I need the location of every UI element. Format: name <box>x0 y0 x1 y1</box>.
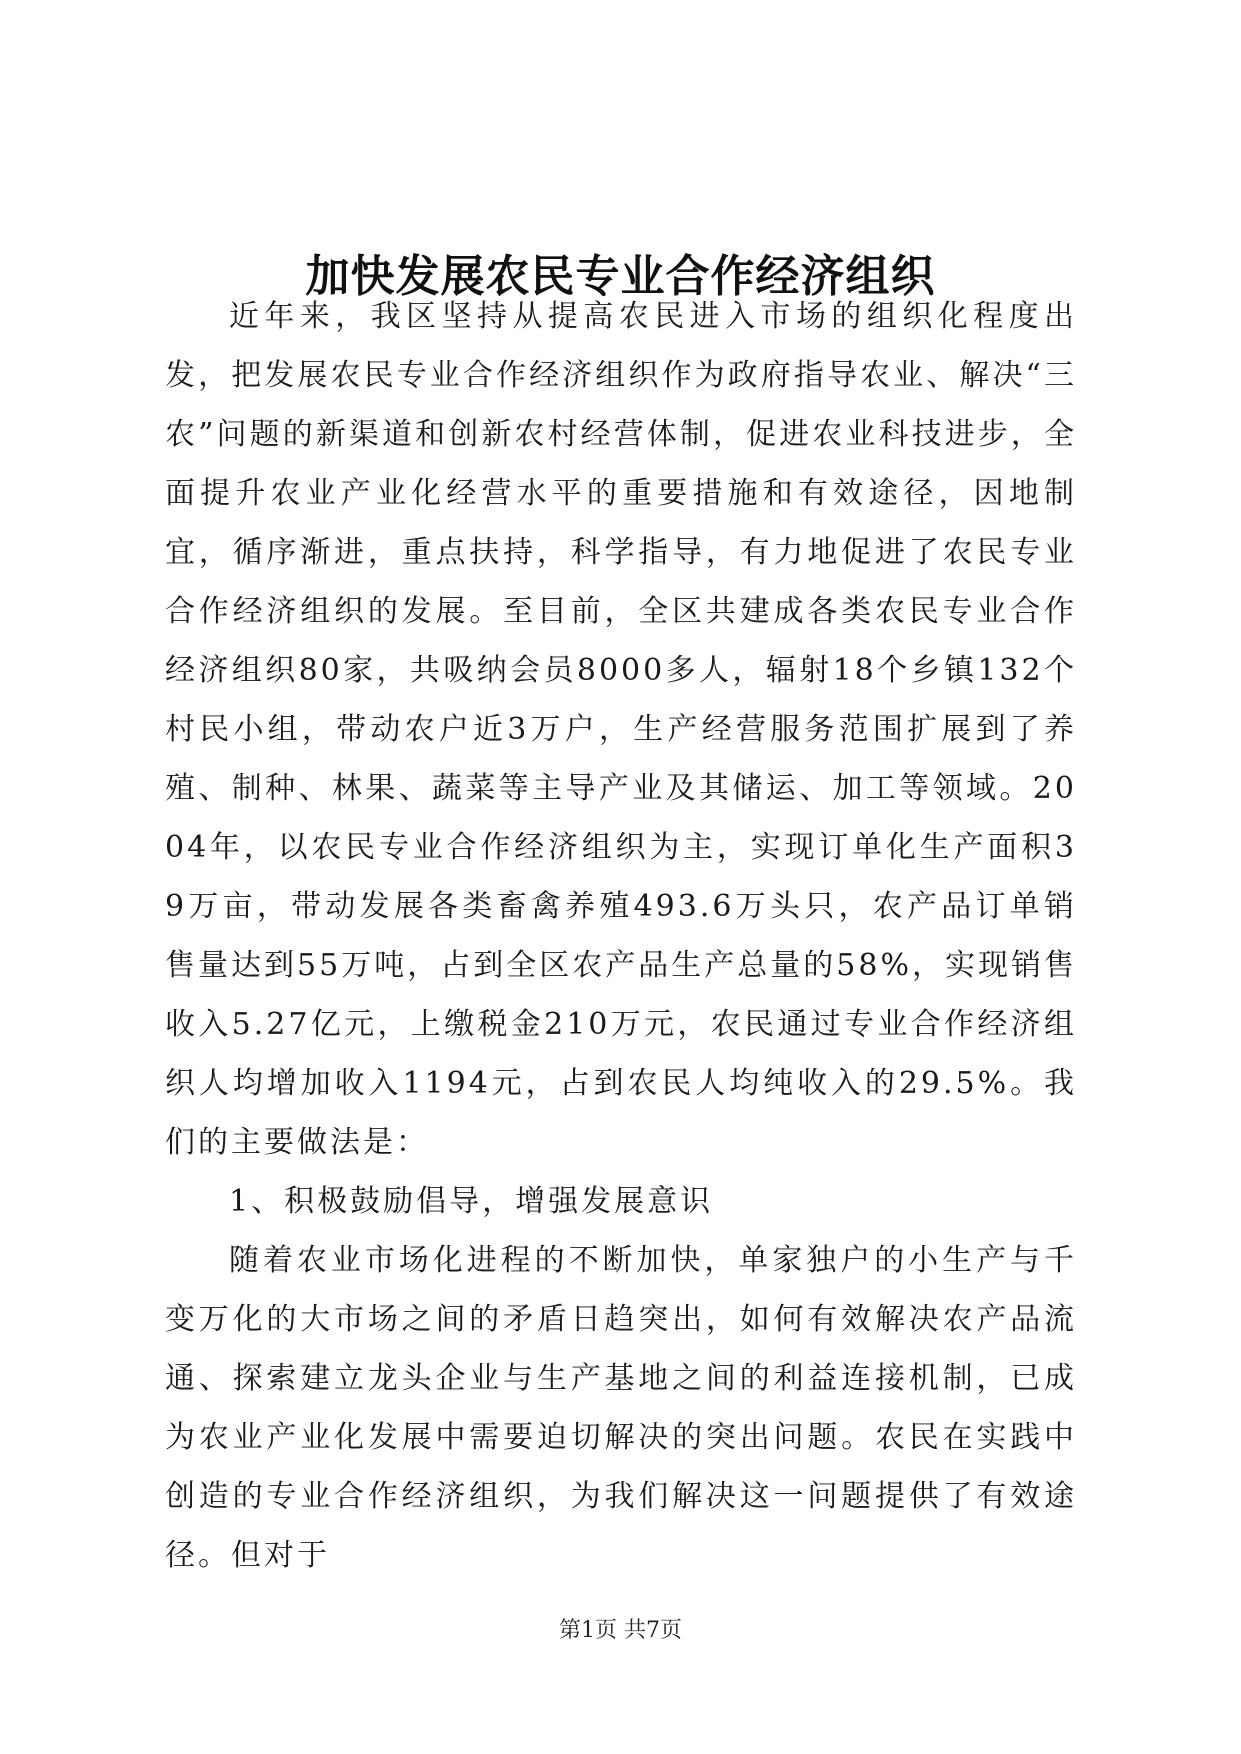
section-heading-1: 1、积极鼓励倡导，增强发展意识 <box>229 1184 714 1219</box>
paragraph-intro: 近年来，我区坚持从提高农民进入市场的组织化程度出发，把发展农民专业合作经济组织作为政府指导农业、解决“三农”问题的新渠道和创新农村经营体制，促进农业科技进步，全面提升农业产业化经营水平的重要措施和有效途径，因地制宜，循序渐进，重点扶持，科学指导，有力地促进了农民专业合作经济组织的发展。至目前，全区共建成各类农民专业合作经济组织80家，共吸纳会员8000多人，辐射18个乡镇132个村民小组，带动农户近3万户，生产经营服务范围扩展到了养殖、制种、林果、蔬菜等主导产业及其储运、加工等领域。2004年，以农民专业合作经济组织为主，实现订单化生产面积39万亩，带动发展各类畜禽养殖493.6万头只，农产品订单销售量达到55万吨，占到全区农产品生产总量的58%，实现销售收入5.27亿元，上缴税金210万元，农民通过专业合作经济组织人均增加收入1194元，占到农民人均纯收入的29.5%。我们的主要做法是： <box>165 299 1077 1160</box>
document-title: 加快发展农民专业合作经济组织 <box>305 251 936 303</box>
paragraph-section-1: 随着农业市场化进程的不断加快，单家独户的小生产与千变万化的大市场之间的矛盾日趋突出，如何有效解决农产品流通、探索建立龙头企业与生产基地之间的利益连接机制，已成为农业产业化发展中需要迫切解决的突出问题。农民在实践中创造的专业合作经济组织，为我们解决这一问题提供了有效途径。但对于 <box>165 1243 1077 1573</box>
page-number-footer: 第1页 共7页 <box>559 1618 682 1643</box>
document-body <box>165 287 1077 1585</box>
